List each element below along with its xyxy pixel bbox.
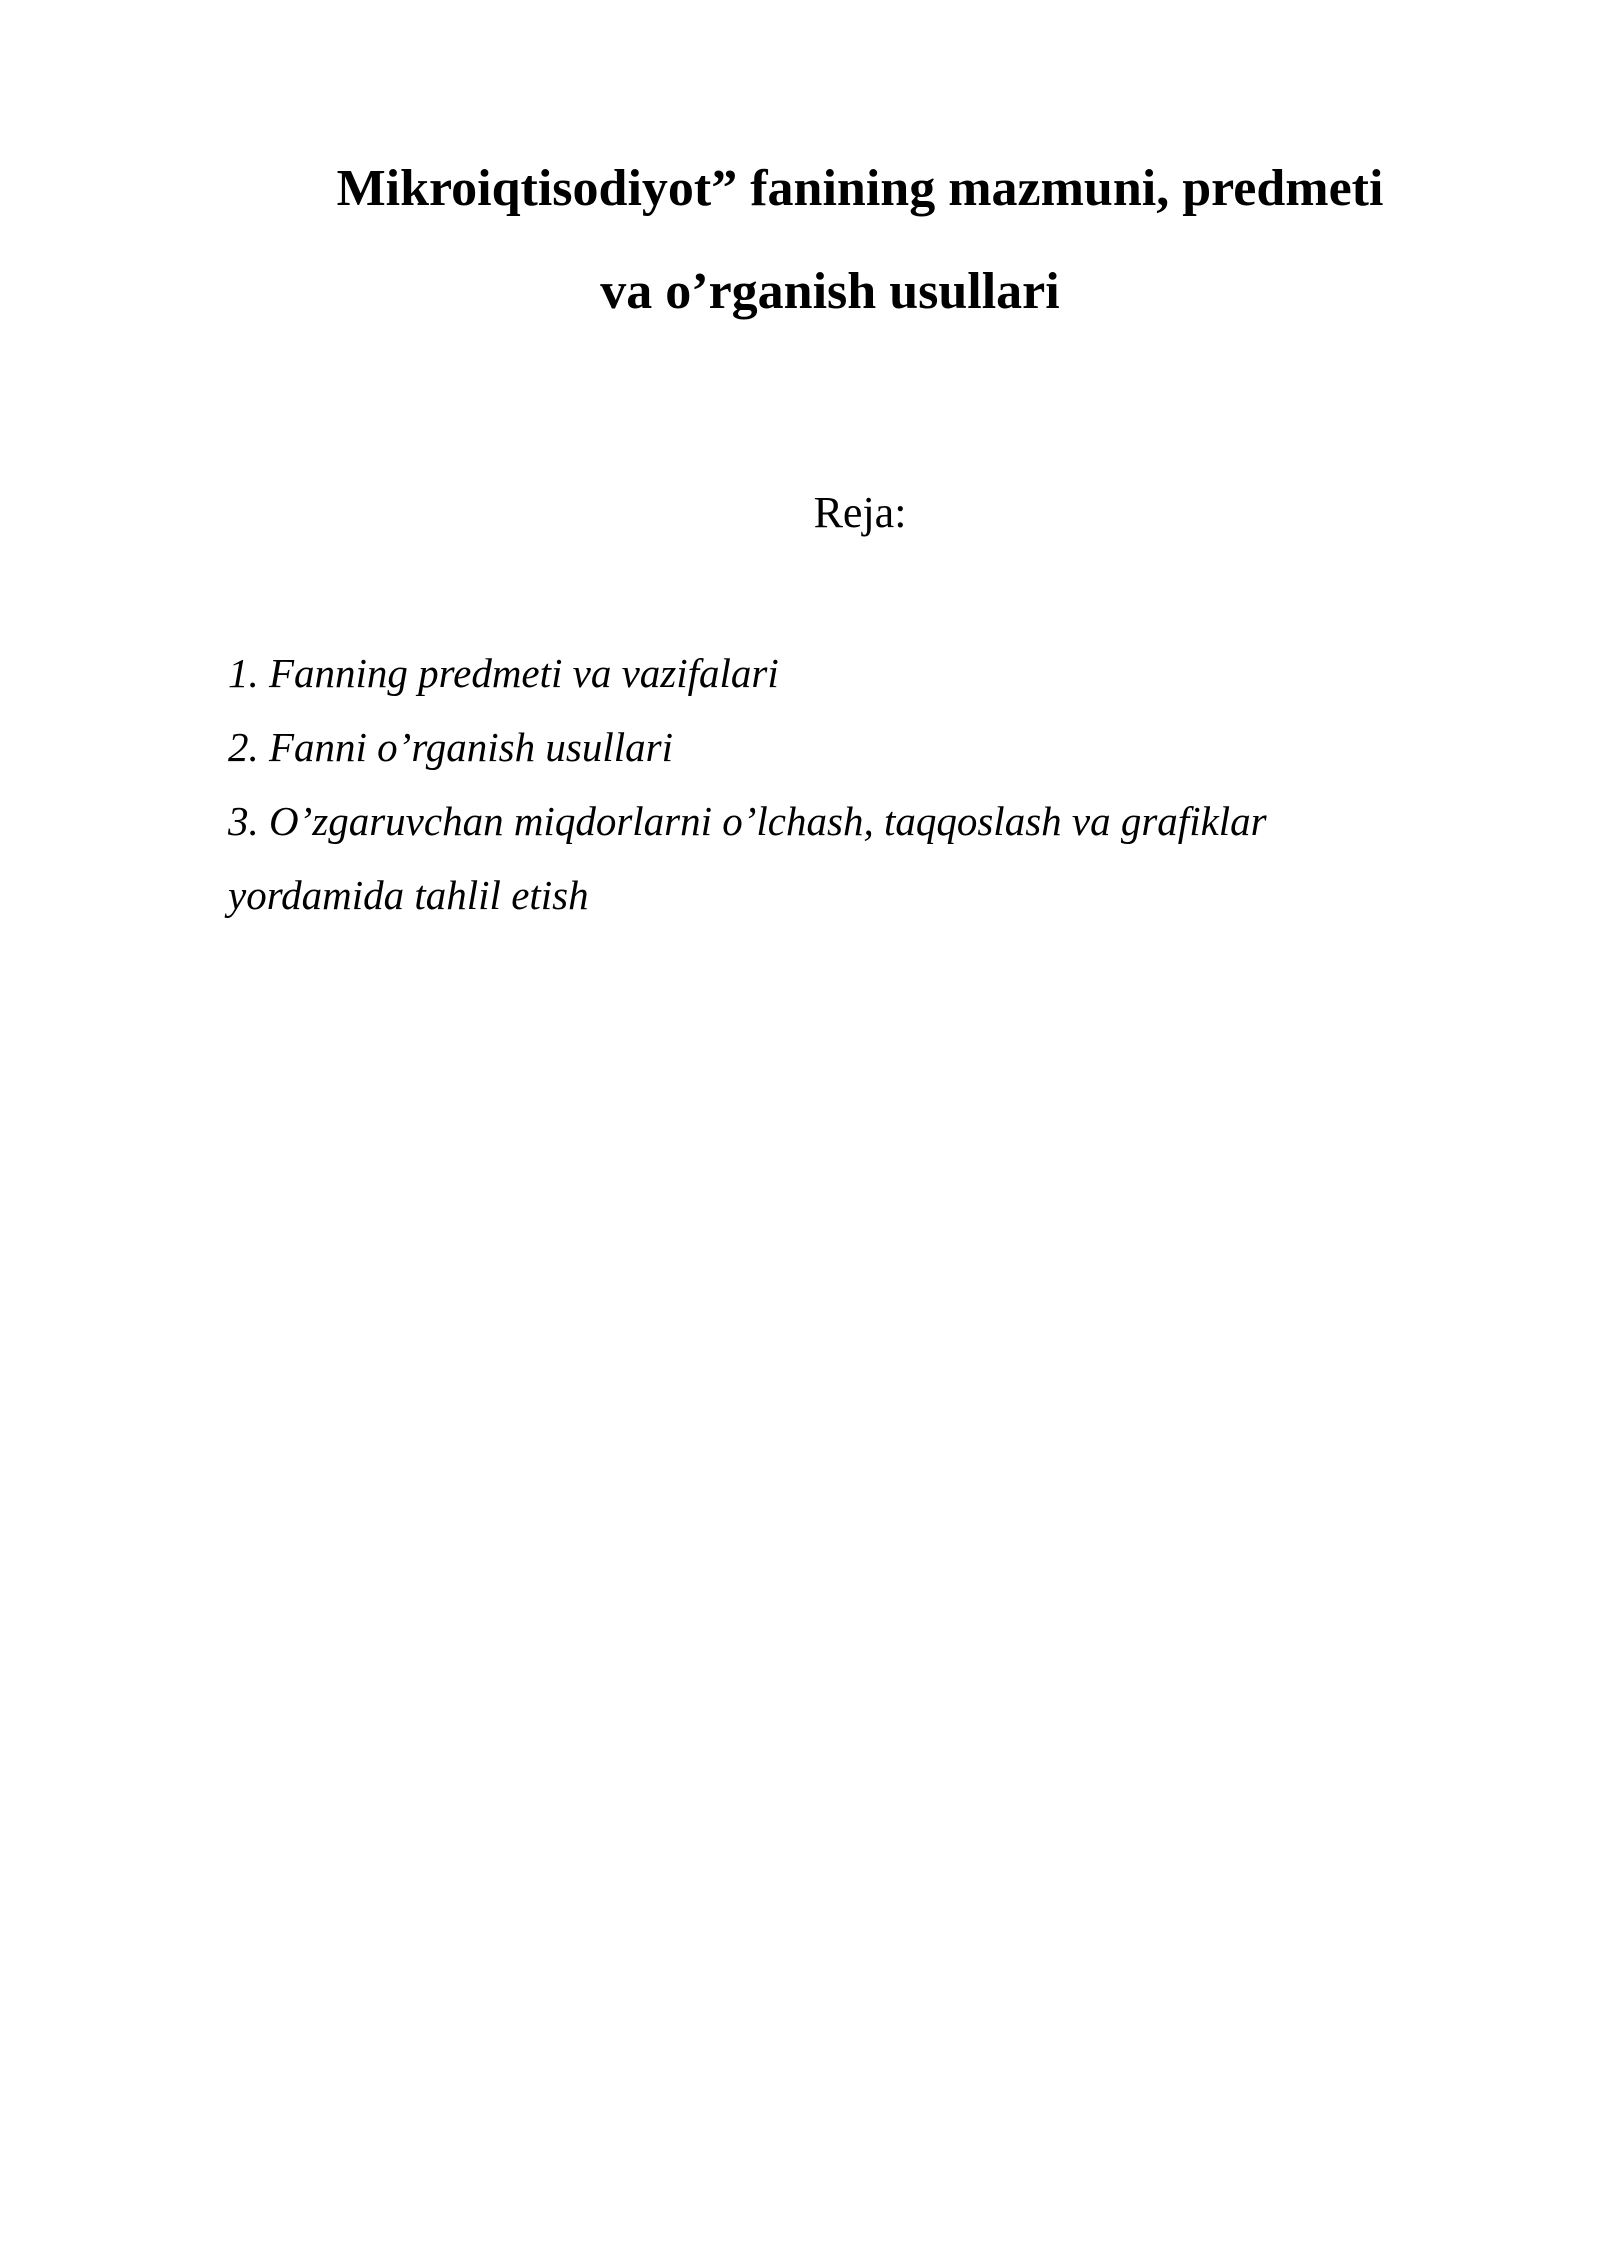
document-title-line-2: va o’rganish usullari	[600, 263, 1060, 320]
plan-item: 3. O’zgaruvchan miqdorlarni o’lchash, taqqoslash va grafiklar yordamida tahlil etish	[228, 798, 1267, 918]
document-title-line-1: Mikroiqtisodiyot” fanining mazmuni, predmeti	[336, 160, 1384, 217]
plan-item: 1. Fanning predmeti va vazifalari	[228, 650, 779, 696]
plan-heading: Reja:	[813, 488, 907, 537]
plan-list	[228, 636, 1408, 932]
plan-item: 2. Fanni o’rganish usullari	[228, 724, 673, 770]
